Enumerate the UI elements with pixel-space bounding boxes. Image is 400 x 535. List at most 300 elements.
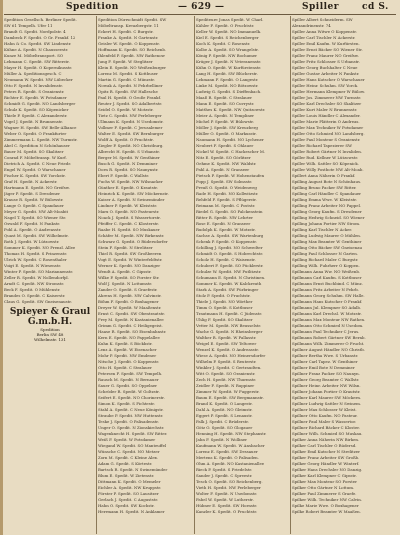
directory-entry: Dittmann K. Spedit. O Memeler	[98, 479, 161, 484]
directory-entry: Müller A. Speditionsgesch. C	[4, 71, 62, 76]
header-right-keyword: Spiller	[302, 2, 340, 12]
directory-entry: Kolbe A. Spedit. SO Wrangelstr.	[196, 47, 259, 52]
column-3	[196, 17, 288, 533]
directory-entry: Voigt E. Spedit. N Wiesenstr.	[4, 263, 62, 268]
directory-entry: Spillner Johann Portier O Krautstr.	[292, 389, 361, 394]
directory-entry: Straube P. Spedit. NW Huttenstr.	[98, 413, 164, 418]
directory-entry: Kern E. Spedit. NO Pappelallee	[98, 335, 160, 340]
directory-entry: Spillert Anna Näherin O Frankf.	[292, 173, 356, 178]
directory-entry: Ohm A. Spedit. NO Kastanienallee	[196, 461, 265, 466]
directory-entry: Abel C. Spedition N Schönhauser	[4, 143, 70, 148]
directory-entry: Busch G. Spedit. N Demminer	[98, 161, 158, 166]
directory-entry: Spillner Max Schlosser W Kleist.	[292, 407, 357, 412]
directory-entry: Noack J. Spedit. S Wassertorstr.	[98, 215, 161, 220]
directory-entry: Graf H. Spedit. N Ackerstr.	[4, 179, 58, 184]
directory-entry: Mann E. Spedit. SO Cuvrystr.	[196, 101, 255, 106]
directory-entry: Wiegand W. Spedit. SO Manteuffel	[98, 443, 167, 448]
directory-entry: Spilker Anna Näherin NW Birken.	[292, 437, 360, 442]
directory-entry: Trautmann H. Spedit. C Jüdenstr.	[196, 311, 263, 316]
directory-entry: Wolf J. Spedit. N Lottumstr.	[98, 281, 153, 286]
directory-entry: Sauer G. Spedit. SO Oppelner	[98, 383, 158, 388]
directory-entry: Schulz K. Spedit. SO Köpenicker	[4, 107, 69, 112]
directory-entry: Spillner Franz Packer SO Naunyn.	[292, 371, 360, 376]
directory-entry: Peters R. Spedit. S Oranienstr.	[4, 89, 65, 94]
directory-entry: Spiller Otto Schmied NO Landsberg.	[292, 131, 365, 136]
directory-entry: Spilker Emil Kutscher N Strelitzer	[292, 449, 360, 454]
directory-entry: Witt O. Spedit. SO Oranienstr.	[196, 371, 256, 376]
directory-entry: Spillmann Paul Techniker C Jerus.	[292, 329, 360, 334]
directory-entry: Naumann H. Spedit. NO Lychener	[196, 137, 264, 142]
advertisement-line: Berlin SW 48	[36, 332, 64, 337]
directory-entry: Schilling J. Spedit. NO Schwedter	[196, 245, 263, 250]
directory-entry: Spilke Marie Wwe. O Boxhagener	[292, 503, 359, 508]
directory-entry: Petersen F. Spedit. SW Tempelh.	[98, 371, 163, 376]
directory-entry: Spiller Carl Tischler N Ackerstr.	[292, 35, 356, 40]
directory-entry: Wache G. Spedit. N Rheinsberger	[196, 329, 263, 334]
directory-entry: Spillner Carl Tapez. W Genthiner	[292, 359, 358, 364]
directory-entry: Conrad F. Möbeltransp. W Kurf.	[4, 155, 67, 160]
directory-entry: Spillmann Ernst Buchbind. C Münz.	[292, 281, 363, 286]
directory-entry: Jahn F. Spedit. N Wolliner	[196, 437, 248, 442]
directory-entry: Adam G. Spedit. S Körtestr.	[98, 461, 153, 466]
directory-entry: Bauer M. Spedit. SO Skalitzer	[4, 149, 64, 154]
directory-entry: Tietz C. Spedit. NW Perleberger	[98, 113, 162, 118]
directory-entry: Böhm F. Spedit. O Boxhagener	[98, 299, 159, 304]
directory-entry: Rieck P. Spedit. S Friedelstr.	[196, 467, 253, 472]
directory-entry: Ullmann K. Spedit. N Usedomstr.	[98, 119, 164, 124]
directory-entry: Brandt G. Spedit. Nordpolstr. 4	[4, 29, 66, 34]
directory-entry: Schmidt G. Spedit. NO Landsberger	[4, 101, 76, 106]
directory-entry: Hahn O. Spedit. SW Kochstr.	[98, 503, 155, 508]
directory-entry: Spillner August Händler NO Christb.	[292, 347, 365, 352]
directory-entry: Weiß F. Spedit. W Potsdamer	[98, 437, 156, 442]
directory-entry: Sachse A. Spedit. SW Wartenburg	[196, 233, 264, 238]
directory-entry: Lang H. Spedit. SW Blücherstr.	[196, 71, 258, 76]
directory-entry: Kühne A. Spedit. N Chausseestr.	[4, 47, 69, 52]
directory-entry: Tesch O. Spedit. SO Reichenberg.	[196, 479, 263, 484]
directory-entry: Lorenz M. Spedit. S Kottbuser	[98, 71, 158, 76]
directory-entry: Wagner H. Spedit. SW Belle-Alliance	[4, 125, 77, 130]
directory-entry: Lorenz E. Spedit. SW Dessauer	[196, 449, 258, 454]
directory-entry: Popp J. Spedit. SW Solmsstr.	[196, 179, 253, 184]
directory-entry: Falk J. Spedit. C Brüderstr.	[196, 419, 249, 424]
directory-entry: Ulrich W. Spedit. C Rosenthaler	[4, 257, 67, 262]
directory-entry: Zorn M. Spedit. C Kleine Alex.	[98, 455, 159, 460]
directory-entry: Zimmermann L. Spedit. NW Turmstr.	[4, 137, 78, 142]
column-divider	[290, 16, 291, 534]
directory-entry: Quast M. Spedit. SW Wilhelmstr.	[4, 233, 69, 238]
page-header	[0, 0, 400, 14]
directory-entry: Ziegler P. Spedit. NO Christburg.	[98, 143, 164, 148]
directory-entry: Spillmann Jul. Klempner SO Adalb.	[292, 305, 362, 310]
directory-entry: Stolz P. Spedit. O Fruchtstr.	[196, 293, 251, 298]
directory-entry: Vieth H. Spedit. NW Perleberger	[196, 485, 261, 490]
directory-entry: Spillner Karl Maurer SW Möckern.	[292, 395, 362, 400]
directory-entry: Engel W. Spedit. O Warschauer	[4, 167, 66, 172]
directory-entry: Weber O. Spedit. O Frankfurter	[4, 131, 67, 136]
directory-entry: Schwarz G. Spedit. O Rüdersdorfer	[98, 239, 168, 244]
directory-entry: Dambeck F. Spedit. O Gr. Frankf. 12	[4, 35, 76, 40]
header-rule	[4, 14, 396, 15]
column-4	[292, 17, 396, 533]
directory-entry: Spillner Otto Kaufm. NO Pasteur.	[292, 413, 358, 418]
directory-entry: Wilhelm P. Spedit. S Reuterstr.	[196, 359, 257, 364]
directory-entry: Seifert E. Spedit. NO Chorinerstr.	[98, 395, 165, 400]
directory-entry: Simon K. Spedit. S Fichtestr.	[98, 401, 155, 406]
directory-entry: Seidel O. Spedit. W Motzstr.	[98, 107, 154, 112]
directory-entry: Spiller Kurt Maler N Brunnenstr.	[292, 107, 358, 112]
directory-entry: Martin G. Spedit. C Münzstr.	[98, 77, 155, 82]
directory-entry: Spiller Albert Schneiderm. SW	[292, 17, 353, 22]
directory-entry: Wünsche C. Spedit. NO Metzer	[98, 449, 160, 454]
directory-entry: Schmidt O. Spedit. S Hobrechtstr.	[196, 251, 264, 256]
directory-entry: Krause R. Spedit. W Bülowstr.	[4, 197, 64, 202]
directory-entry: Alexandrinenstr. 74	[292, 23, 331, 28]
directory-entry: Meier A. Spedit. N Templiner	[196, 113, 255, 118]
directory-entry: Spillmann Max Monteur NW Rathen.	[292, 317, 366, 322]
directory-entry: Spiller Jos. Zimmerer NW Turmstr.	[292, 95, 362, 100]
directory-entry: Thiele J. Spedit. NO Wörther	[196, 299, 253, 304]
directory-entry: Preuß O. Spedit. O Weidenweg	[196, 185, 257, 190]
directory-entry: Spiller Willy Postbote NW Alt-Moab.	[292, 167, 364, 172]
column-divider	[194, 16, 195, 534]
directory-entry: Kaufmann W. Spedit. W Ansbacher	[196, 443, 265, 448]
directory-entry: Sander J. Spedit. C Spreestr.	[196, 473, 253, 478]
directory-entry: Müller O. Spedit. O Markusstr.	[196, 131, 257, 136]
directory-entry: Vollmer F. Spedit. C Jerusalemer	[98, 125, 163, 130]
directory-entry: Spilker Franz Arbeiter SW Großb.	[292, 455, 360, 460]
directory-entry: Thiele P. Spedit. C Alexanderstr.	[4, 113, 68, 118]
directory-entry: Vogt E. Spedit. W Winterfeldtstr.	[98, 257, 163, 262]
directory-entry: Stark A. Spedit. SW Fürbringer	[196, 287, 259, 292]
directory-entry: Opitz R. Spedit. SW Hallesche	[98, 89, 158, 94]
directory-entry: Lehmann C. Spedit. SW Ritterstr.	[4, 59, 70, 64]
directory-entry: Hübner E. Spedit. SW Hornstr.	[196, 503, 258, 508]
directory-entry: Walther R. Spedit. W Pallasstr.	[196, 335, 257, 340]
directory-entry: Riedel G. Spedit. SO Falckenstein	[196, 209, 263, 214]
directory-entry: Jung F. Spedit. W Steglitzer	[98, 59, 153, 64]
directory-entry: Bartsch R. Spedit. N Swinemünder	[98, 467, 168, 472]
directory-entry: Hahn & Co. Spedit. SW Lindenstr.	[4, 41, 72, 46]
directory-entry: Rade H. Spedit. NO Kollwitzstr.	[196, 191, 259, 196]
directory-entry: Winter P. Spedit. SO Mariannenstr.	[4, 269, 74, 274]
directory-entry: Spedition Dürrschmidt Spedit. SW	[98, 17, 167, 22]
directory-entry: Frey M. Spedit. N Kastanienallee	[98, 317, 164, 322]
directory-entry: Spilling Ludwig Maurer O Mühlen.	[292, 233, 362, 238]
directory-entry: Schulze W. Spedit. NW Putlitzstr.	[196, 269, 262, 274]
directory-entry: Spillner Ludwig Sattler N Swinem.	[292, 401, 362, 406]
directory-entry: Matthes K. Spedit. NW Quitzowstr.	[196, 107, 266, 112]
directory-entry: Mayer H. Spedit. O Kopernikusstr.	[4, 65, 73, 70]
directory-entry: Neubert F. Spedit. S Ohlauer	[196, 143, 254, 148]
directory-entry: Eichler A. Spedit. NW Kruppstr.	[98, 485, 162, 490]
directory-entry: Förster P. Spedit. SO Lausitzer	[98, 491, 159, 496]
directory-entry: Spilling Karl Tischler N Acker.	[292, 227, 353, 232]
directory-entry: Spillmann Anna Ww. NO Weißenb.	[292, 269, 361, 274]
directory-entry: Spiller Gustav Arbeiter N Pankstr.	[292, 71, 360, 76]
directory-entry: Lange O. Spedit. C Spandauer	[4, 203, 64, 208]
column-1	[4, 17, 96, 533]
directory-entry: Spiller Emil Kaufm. W Kurfürsten.	[292, 41, 360, 46]
directory-entry: Nitz E. Spedit. SO Görlitzer	[196, 155, 251, 160]
directory-entry: Spillner Bertha Wwe. S Urbanstr.	[292, 353, 359, 358]
directory-entry: Geisler W. Spedit. O Koppenstr.	[98, 41, 160, 46]
directory-entry: Möbeltransp. Kreuzbergstr. 11	[98, 23, 159, 28]
directory-entry: Roth J. Spedit. W Lützowstr.	[4, 239, 60, 244]
directory-entry: Klein E. Spedit. NO Weißenburger	[98, 65, 166, 70]
directory-entry: Kähler F. Spedit. O Fruchtstr.	[196, 23, 255, 28]
directory-entry: Otto F. Spedit. N Invalidenstr.	[4, 83, 63, 88]
directory-entry: Reimann M. Spedit. C Poststr.	[196, 203, 256, 208]
directory-entry: Eckert H. Spedit. C Burgstr.	[98, 29, 154, 34]
directory-entry: Keller W. Spedit. NO Immanuelk.	[196, 29, 262, 34]
directory-entry: Walter E. Spedit. SW Bernburger	[98, 131, 164, 136]
directory-entry: Ihlenfeld P. Spedit. NW Rathenow	[98, 53, 165, 58]
directory-entry: Sommer K. Spedit. W Kalckreuth	[196, 281, 262, 286]
directory-entry: Spilling Johann Portier NW Strom.	[292, 221, 361, 226]
directory-entry: Beck F. Spedit. O Mühlenstr.	[4, 287, 61, 292]
directory-entry: Spilling Otto Bäcker SW Gneisenau	[292, 245, 363, 250]
directory-entry: Wilke P. Spedit. SO Forster Str.	[98, 275, 160, 280]
directory-entry: Spillner Heinr. Arbeiter NW Wilsn.	[292, 383, 361, 388]
directory-entry: Nowak A. Spedit. N Fehrbelliner	[98, 83, 163, 88]
directory-entry: Stein F. Spedit. N Strelitzer	[98, 245, 153, 250]
directory-entry: Pietsch P. Spedit. W Hohenstaufen	[196, 173, 265, 178]
directory-entry: Dorn R. Spedit. SO Naunynstr.	[98, 167, 159, 172]
directory-entry: Koch K. Spedit. C Rosenstr.	[196, 41, 251, 46]
directory-entry: Timm O. Spedit. S Kottbuser	[196, 305, 253, 310]
directory-entry: Blum E. Spedit. W Zietenstr.	[98, 473, 155, 478]
directory-entry: Spilling Carl Händler C Spandauer	[292, 191, 362, 196]
directory-entry: Unger O. Spedit. N Zionskirchstr.	[98, 425, 165, 430]
directory-entry: Rausch M. Spedit. N Bernauer	[98, 377, 159, 382]
directory-entry: Dreyer W. Spedit. W Maaßenstr.	[98, 305, 162, 310]
directory-entry: Spilker Georg Händler W Winterf.	[292, 461, 360, 466]
directory-entry: Hoffmann K. Spedit. SO Reichenb.	[98, 47, 167, 52]
directory-entry: Zech H. Spedit. NW Thurmstr.	[196, 377, 257, 382]
directory-entry: Gerlach J. Spedit. C Auguststr.	[98, 497, 159, 502]
directory-entry: Zeidler F. Spedit. N Ruppiner	[196, 383, 255, 388]
directory-entry: Ludwig G. Spedit. S Dieffenbach.	[196, 89, 262, 94]
directory-entry: Brandes O. Spedit. C Kaiserstr.	[4, 293, 66, 298]
directory-entry: Ritter R. Spedit. NW Lehrter	[196, 215, 253, 220]
directory-entry: Zander O. Spedit. S Graefestr.	[98, 287, 158, 292]
directory-entry: Günther E. Spedit. O Krautstr.	[98, 185, 158, 190]
directory-entry: Spillner Wilh. Schmied SO Muskau.	[292, 431, 363, 436]
directory-entry: Kunze M. Möbeltransport. SO	[4, 53, 64, 58]
page-edge	[0, 0, 3, 535]
directory-entry: Thiel R. Spedit. SW Großbeeren	[98, 251, 162, 256]
directory-entry: Spiller Hermann Klempner W Bülow.	[292, 89, 365, 94]
directory-entry: Winkler J. Spedit. C Gertraudten.	[196, 365, 262, 370]
advertisement-line: Wilhelmstr. 131	[34, 337, 66, 342]
directory-entry: Lindner P. Spedit. W Kleiststr.	[98, 203, 157, 208]
directory-entry: Schumann E. Spedit. N Christinen.	[196, 275, 266, 280]
directory-entry: Spiller Richard Tapezierer SW	[292, 143, 352, 148]
page-number: — 629 —	[178, 2, 225, 12]
directory-entry: Spedition Gesellsch. Berliner Spedit.	[4, 17, 77, 22]
directory-entry: Kiel E. Spedit. S Reichenberger	[196, 35, 259, 40]
directory-entry: Schäfer M. Spedit. NW Birkenstr.	[98, 233, 165, 238]
directory-entry: Spiller Fritz Schlosser S Urbanstr.	[292, 59, 360, 64]
directory-entry: Teske J. Spedit. O Palisadenstr.	[98, 419, 159, 424]
directory-entry: Kühn O. Spedit. W Kurfürstenstr.	[196, 65, 262, 70]
directory-entry: Spiller Heinr. Schuhm. SW Yorck.	[292, 83, 359, 88]
directory-entry: Linke M. Spedit. NO Bötzowstr.	[196, 83, 259, 88]
directory-entry: Pfeiffer C. Spedit. C Klosterstr.	[98, 221, 159, 226]
directory-entry: Vogel J. Spedit. N Brunnenstr.	[4, 119, 63, 124]
directory-entry: Spiller Franz Maurer NO Greifsw.	[292, 53, 359, 58]
directory-entry: Spilling Paul Schlosser N Garten.	[292, 251, 358, 256]
directory-entry: Jäger P. Spedit. S Dresdener	[4, 191, 60, 196]
directory-entry: Dahl A. Spedit. NO Gleimstr.	[196, 407, 253, 412]
directory-entry: Rehfeld F. Spedit. S Pflügerstr.	[196, 197, 257, 202]
directory-entry: Wendt A. Spedit. C Gipsstr.	[98, 269, 152, 274]
directory-entry: Spilker Max Monteur SO Forster	[292, 479, 357, 484]
directory-entry: Oehme K. Spedit. NW Waldstr.	[196, 161, 257, 166]
directory-entry: Dietrich A. Spedit. C Neue Friedr.	[4, 161, 71, 166]
directory-entry: Sommer K. Spedit. NO Prenzl. Allee	[4, 245, 76, 250]
directory-entry: Spiller Max Techniker W Potsdamer	[292, 125, 364, 130]
directory-entry: Spilker Hans Drechsler NO Danzig.	[292, 467, 363, 472]
directory-entry: Arndt C. Spedit. NW Stromstr.	[4, 281, 64, 286]
directory-entry: Paul H. Spedit. O Große Frankf.	[98, 95, 161, 100]
directory-entry: Rudolph K. Spedit. W Motzstr.	[196, 227, 256, 232]
directory-entry: Spilling Wilh. Fuhrherr O Koppen.	[292, 263, 360, 268]
directory-entry: Brand K. Spedit. O Langestr.	[196, 401, 253, 406]
directory-entry: Richter E. Spedit. W Potsdamer	[4, 95, 67, 100]
directory-entry: Spillner Emil Bote N Demminer	[292, 365, 355, 370]
directory-entry: Michel P. Spedit. W Bülowstr.	[196, 119, 254, 124]
directory-entry: Wenzel K. Spedit. O Andreasstr.	[196, 347, 259, 352]
directory-entry: Otto H. Spedit. C Stralauer	[98, 365, 152, 370]
directory-entry: Stahl A. Spedit. C Neue Königstr.	[98, 407, 164, 412]
directory-entry: Henning H. Spedit. NW Stephanstr.	[196, 431, 267, 436]
directory-entry: Thomas H. Spedit. S Prinzenstr.	[4, 251, 67, 256]
directory-entry: Ebert F. Spedit. C Wallstr.	[98, 173, 149, 178]
directory-entry: Spillmann Robert Gärtner SW Bernb.	[292, 335, 366, 340]
directory-entry: Wagenknecht H. Spedit. SW Ritter.	[98, 431, 168, 436]
directory-entry: SW 61 Tempelh. Ufer 11	[4, 23, 53, 28]
directory-entry: Spiller Paul Monteur S Oranienstr.	[292, 137, 361, 142]
directory-entry: Claus G. Spedit. SW Gneisenaustr.	[4, 299, 72, 304]
advertisement-title: Spieyer & Graul G.m.b.H.	[9, 307, 91, 327]
directory-entry: Mohr P. Spedit. NW Emdener	[98, 353, 157, 358]
directory-entry: Nickel W. Spedit. C Hackescher M.	[196, 149, 266, 154]
directory-entry: Spilker Paul Zimmerer S Graefe.	[292, 491, 357, 496]
directory-entry: Fischer K. Spedit. SW Yorckstr.	[4, 173, 66, 178]
directory-entry: Schenk P. Spedit. O Koppenstr.	[196, 239, 257, 244]
directory-entry: Spillner Georg Beamter C Wallstr.	[292, 377, 360, 382]
directory-entry: Spilling August Bote N Schönhaus.	[292, 179, 362, 184]
directory-entry: Marx O. Spedit. NO Pasteurstr.	[98, 209, 160, 214]
directory-entry: Spillmann Hans Kutscher O Frankf.	[292, 299, 363, 304]
directory-entry: Spilling Franz Arbeiter NO Pappel.	[292, 203, 362, 208]
directory-entry: Zimmer W. Spedit. W Fuggerstr.	[196, 389, 260, 394]
directory-entry: Fuchs W. Spedit. NW Wilsnacker	[98, 179, 163, 184]
column-2	[98, 17, 192, 533]
directory-entry: Spiller Louis Händler C Alexander.	[292, 113, 361, 118]
directory-entry: Spillmann Otto Schmied N Usedom.	[292, 323, 364, 328]
directory-entry: Krüger J. Spedit. N Veteranenstr.	[196, 59, 262, 64]
directory-entry: Pohl A. Spedit. O Andreasstr.	[4, 227, 62, 232]
directory-entry: Schubert F. Spedit. SO Pücklerstr.	[196, 263, 264, 268]
directory-entry: Spilling Bruno Packer SW Ritter.	[292, 185, 357, 190]
directory-entry: Pahl A. Spedit. N Granseer	[196, 167, 250, 172]
directory-entry: Lehmann F. Spedit. O Langestr.	[196, 77, 259, 82]
directory-entry: Spillner Paul Maler S Wassertor.	[292, 419, 357, 424]
directory-entry: Franke A. Spedit. N Gartenstr.	[98, 35, 159, 40]
directory-entry: Spillner Richard Bäcker C Kloster.	[292, 425, 360, 430]
directory-entry: Spiller Rud. Kellner W Lützowstr.	[292, 155, 359, 160]
directory-entry: Schröder R. Spedit. W Goltzstr.	[98, 389, 160, 394]
directory-entry: Spiller Marie Plätterin O Andreas.	[292, 119, 360, 124]
directory-entry: Uhlig F. Spedit. SO Skalitzer	[196, 317, 253, 322]
directory-entry: Götz O. Spedit. SO Glogauer	[196, 425, 253, 430]
directory-entry: Heinrich K. Spedit. SW Möckernstr.	[98, 191, 169, 196]
column-divider	[96, 16, 97, 534]
directory-entry: Ahrens H. Spedit. NW Calvinstr.	[98, 293, 162, 298]
directory-entry: Möller J. Spedit. SW Kreuzberg	[196, 125, 258, 130]
directory-entry: Spillmann Wilh. Zimmerer O Frucht.	[292, 341, 365, 346]
directory-entry: Wolff A. Spedit. O Fruchtstr.	[98, 137, 154, 142]
directory-entry: Grimm G. Spedit. C Heiligegeist.	[98, 323, 163, 328]
directory-entry: Weigel E. Spedit. SW Teltower	[196, 341, 257, 346]
directory-entry: Neumann W. Spedit. NW Lübecker	[4, 77, 73, 82]
directory-entry: Kuhn K. Spedit. S Böckhstr.	[98, 341, 153, 346]
directory-entry: Kaiser A. Spedit. N Swinemünder	[98, 197, 165, 202]
directory-entry: Spilke Robert Beamter W Maaßen.	[292, 509, 361, 514]
directory-entry: Lenz A. Spedit. W Eisenacher	[98, 347, 157, 352]
directory-entry: Raabe H. Spedit. SO Muskauer	[98, 227, 160, 232]
directory-entry: Zeller R. Spedit. W Nollendorfpl.	[4, 275, 69, 280]
directory-entry: Reuter J. Spedit. SO Adalbertstr.	[98, 101, 163, 106]
directory-entry: Baum E. Spedit. SW Bergmannstr.	[196, 395, 264, 400]
directory-entry: König P. Spedit. NW Bochumer	[196, 53, 258, 58]
directory-entry: Berger M. Spedit. W Genthiner	[98, 155, 160, 160]
directory-entry: Spilling Richard Maler C Burgstr.	[292, 257, 359, 262]
directory-entry: Spillmann Carl Kaufm. S Kottbuser	[292, 275, 362, 280]
directory-entry: Nitsche J. Spedit. O Koppenstr.	[98, 359, 159, 364]
directory-entry: Ernst C. Spedit. SW Obentrautstr.	[98, 311, 165, 316]
header-left-keyword: Spedition	[66, 2, 119, 12]
directory-entry: Haase R. Spedit. SO Eisenbahnstr.	[98, 329, 167, 334]
directory-entry: Fabel W. Spedit. W Lutherstr.	[196, 497, 254, 502]
directory-entry: Hartmann E. Spedit. NO Greifsw.	[4, 185, 70, 190]
directory-entry: Vetter M. Spedit. NW Beusselstr.	[196, 323, 262, 328]
directory-entry: Spiller Wilh. Sattler SO Köpenick.	[292, 161, 359, 166]
directory-entry: Spillmann Fritz Arbeiter N Fehrb.	[292, 287, 359, 292]
directory-entry: Meyer G. Spedit. NW Alt-Moabit	[4, 209, 69, 214]
directory-entry: Spilling Max Beamter W Genthiner	[292, 239, 362, 244]
directory-entry: Spiller Georg Buchhalter C Neue	[292, 65, 358, 70]
directory-entry: Spilker Otto Gärtner N Lottum.	[292, 485, 355, 490]
directory-entry: Wiese A. Spedit. NO Heinersdorfer	[196, 353, 266, 358]
advertisement-line: Spedition	[40, 327, 60, 332]
directory-entry: Spilker Karl Klempner C Gipsstr.	[292, 473, 357, 478]
directory-entry: Rose E. Spedit. N Granseer	[196, 221, 251, 226]
directory-entry: Eggert P. Spedit. S Lenaustr.	[196, 413, 253, 418]
directory-entry: Scholz H. Spedit. C Waisenstr.	[196, 257, 256, 262]
directory-entry: Spillmann Karl Drechsl. W Motzstr.	[292, 311, 362, 316]
directory-entry: Oswald F. Spedit. N Pankstr.	[4, 221, 61, 226]
directory-entry: Spediteure Jonas Spedit. W Charl.	[196, 17, 264, 22]
directory-entry: Spilling Hedwig Schneid. SO Wiener	[292, 215, 365, 220]
directory-entry: Maaß R. Spedit. C Stralauer	[196, 95, 252, 100]
directory-entry: Herrmann H. Spedit. N Anklamer	[98, 509, 165, 514]
directory-entry: Spiller Robert Gärtner N Invaliden.	[292, 149, 362, 154]
directory-entry: Mertens K. Spedit. O Palisaden.	[196, 455, 259, 460]
